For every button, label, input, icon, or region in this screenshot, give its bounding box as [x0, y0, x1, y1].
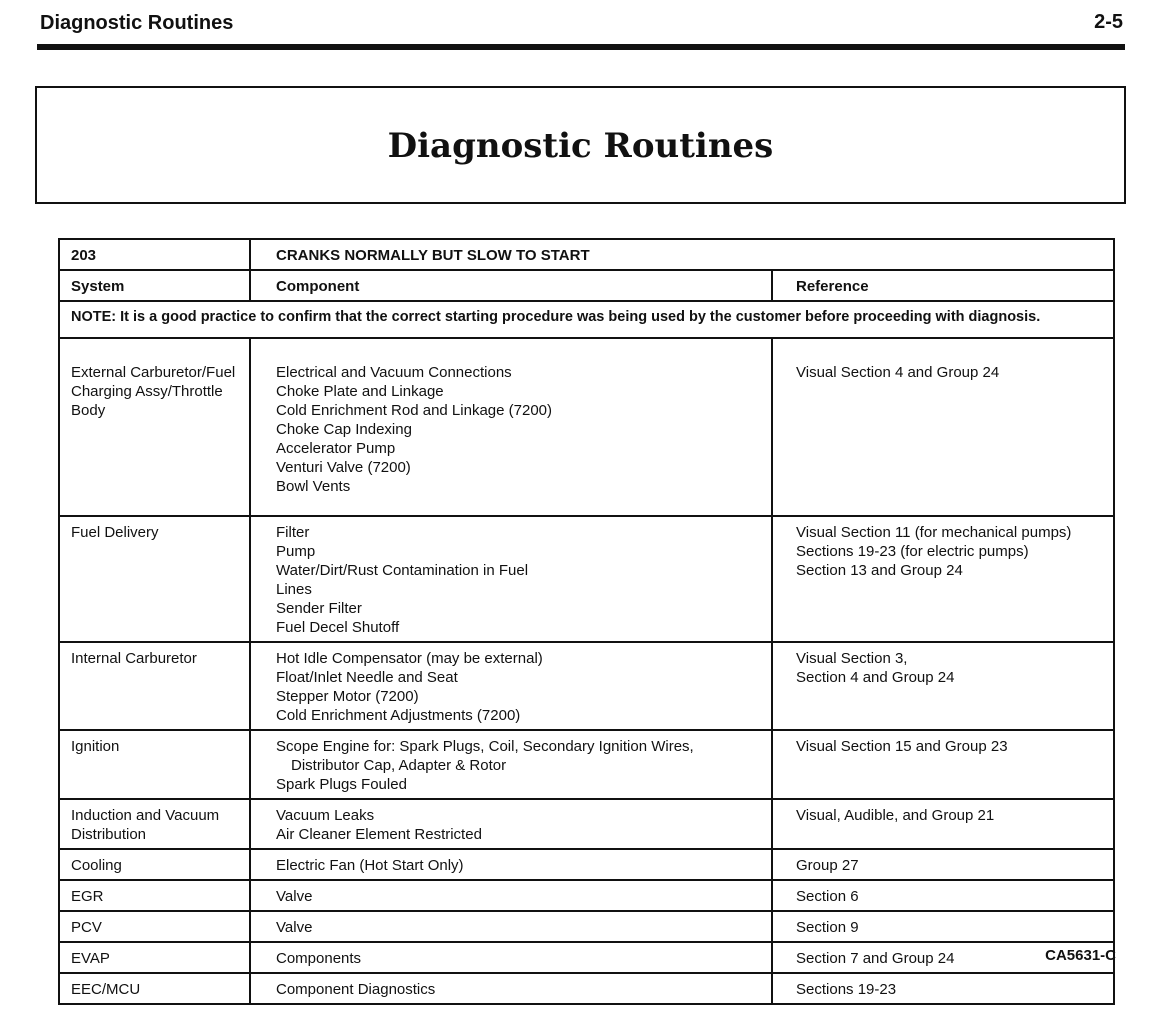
component-line: Valve	[276, 919, 313, 936]
table-row	[59, 942, 1114, 973]
running-header	[37, 8, 1125, 50]
table-row	[59, 799, 1114, 849]
component-line: Water/Dirt/Rust Contamination in Fuel	[276, 562, 529, 579]
system-cell	[59, 849, 250, 880]
component-cell	[250, 338, 772, 516]
system-cell	[59, 880, 250, 911]
column-header-row	[59, 270, 1114, 301]
component-line: Stepper Motor (7200)	[276, 688, 419, 705]
component-cell	[250, 730, 772, 799]
system-cell	[59, 642, 250, 730]
component-line: Electrical and Vacuum Connections	[276, 364, 512, 381]
reference-line: Visual Section 4 and Group 24	[796, 364, 1000, 381]
reference-cell	[772, 642, 1114, 730]
reference-cell	[772, 516, 1114, 642]
component-line: Pump	[276, 543, 316, 560]
system-line: Internal Carburetor	[71, 650, 197, 667]
system-line: Charging Assy/Throttle	[71, 383, 223, 400]
component-cell	[250, 880, 772, 911]
column-header-system: System	[59, 270, 250, 301]
component-line: Venturi Valve (7200)	[276, 459, 411, 476]
system-line: External Carburetor/Fuel	[71, 364, 236, 381]
table-row	[59, 516, 1114, 642]
reference-line: Group 27	[796, 857, 859, 874]
system-line: Distribution	[71, 826, 147, 843]
component-cell	[250, 799, 772, 849]
system-line: Cooling	[71, 857, 122, 874]
component-cell	[250, 973, 772, 1004]
system-line: EVAP	[71, 950, 110, 967]
component-cell	[250, 911, 772, 942]
reference-line: Visual Section 11 (for mechanical pumps)	[796, 524, 1072, 541]
reference-cell	[772, 911, 1114, 942]
component-line: Vacuum Leaks	[276, 807, 375, 824]
table-row	[59, 880, 1114, 911]
component-line: Air Cleaner Element Restricted	[276, 826, 482, 843]
component-line: Cold Enrichment Adjustments (7200)	[276, 707, 521, 724]
system-cell	[59, 516, 250, 642]
reference-line: Visual Section 3,	[796, 650, 908, 667]
component-line: Choke Plate and Linkage	[276, 383, 444, 400]
component-line: Fuel Decel Shutoff	[276, 619, 400, 636]
reference-line: Section 13 and Group 24	[796, 562, 963, 579]
reference-cell	[772, 799, 1114, 849]
routine-header-row	[59, 239, 1114, 270]
table-row	[59, 730, 1114, 799]
component-line: Sender Filter	[276, 600, 362, 617]
table-row	[59, 849, 1114, 880]
system-line: EGR	[71, 888, 104, 905]
figure-code: CA5631-C	[1045, 947, 1116, 964]
system-cell	[59, 973, 250, 1004]
table-row	[59, 338, 1114, 516]
component-line: Bowl Vents	[276, 478, 351, 495]
table-row	[59, 973, 1114, 1004]
table-row	[59, 642, 1114, 730]
component-line: Cold Enrichment Rod and Linkage (7200)	[276, 402, 552, 419]
page-title: Diagnostic Routines	[387, 126, 774, 166]
component-line: Components	[276, 950, 362, 967]
reference-line: Sections 19-23	[796, 981, 897, 998]
component-line: Distributor Cap, Adapter & Rotor	[291, 757, 507, 774]
component-line: Spark Plugs Fouled	[276, 776, 407, 793]
component-line: Hot Idle Compensator (may be external)	[276, 650, 543, 667]
column-header-reference: Reference	[772, 270, 1114, 301]
reference-line: Section 7 and Group 24	[796, 950, 955, 967]
system-line: Body	[71, 402, 106, 419]
component-cell	[250, 849, 772, 880]
reference-cell	[772, 973, 1114, 1004]
system-line: EEC/MCU	[71, 981, 141, 998]
component-cell	[250, 516, 772, 642]
component-line: Scope Engine for: Spark Plugs, Coil, Secondary Ignition Wires,	[276, 738, 694, 755]
reference-line: Section 4 and Group 24	[796, 669, 955, 686]
system-line: PCV	[71, 919, 102, 936]
reference-cell	[772, 880, 1114, 911]
component-line: Filter	[276, 524, 310, 541]
note-row	[59, 301, 1114, 338]
reference-cell	[772, 730, 1114, 799]
component-cell	[250, 642, 772, 730]
routine-number: 203	[59, 239, 250, 270]
reference-cell	[772, 338, 1114, 516]
reference-line: Visual, Audible, and Group 21	[796, 807, 995, 824]
title-box	[35, 86, 1126, 204]
system-cell	[59, 911, 250, 942]
column-header-component: Component	[250, 270, 772, 301]
system-cell	[59, 799, 250, 849]
component-line: Valve	[276, 888, 313, 905]
system-line: Fuel Delivery	[71, 524, 159, 541]
running-header-title: Diagnostic Routines	[40, 12, 234, 34]
system-line: Ignition	[71, 738, 120, 755]
table-row	[59, 911, 1114, 942]
component-line: Choke Cap Indexing	[276, 421, 412, 438]
component-line: Accelerator Pump	[276, 440, 396, 457]
system-cell	[59, 730, 250, 799]
reference-line: Section 9	[796, 919, 859, 936]
reference-cell	[772, 849, 1114, 880]
diagnostic-table	[58, 238, 1115, 1005]
component-cell	[250, 942, 772, 973]
system-cell	[59, 338, 250, 516]
component-line: Electric Fan (Hot Start Only)	[276, 857, 464, 874]
note-text: NOTE: It is a good practice to confirm that the correct starting procedure was being used by the customer before proceeding with diagnosis.	[59, 301, 1114, 338]
system-cell	[59, 942, 250, 973]
page-number: 2-5	[1094, 11, 1123, 33]
component-line: Lines	[276, 581, 312, 598]
component-line: Float/Inlet Needle and Seat	[276, 669, 458, 686]
component-line: Component Diagnostics	[276, 981, 436, 998]
system-line: Induction and Vacuum	[71, 807, 220, 824]
reference-line: Section 6	[796, 888, 859, 905]
routine-title: CRANKS NORMALLY BUT SLOW TO START	[250, 239, 1114, 270]
reference-line: Sections 19-23 (for electric pumps)	[796, 543, 1029, 560]
reference-line: Visual Section 15 and Group 23	[796, 738, 1008, 755]
